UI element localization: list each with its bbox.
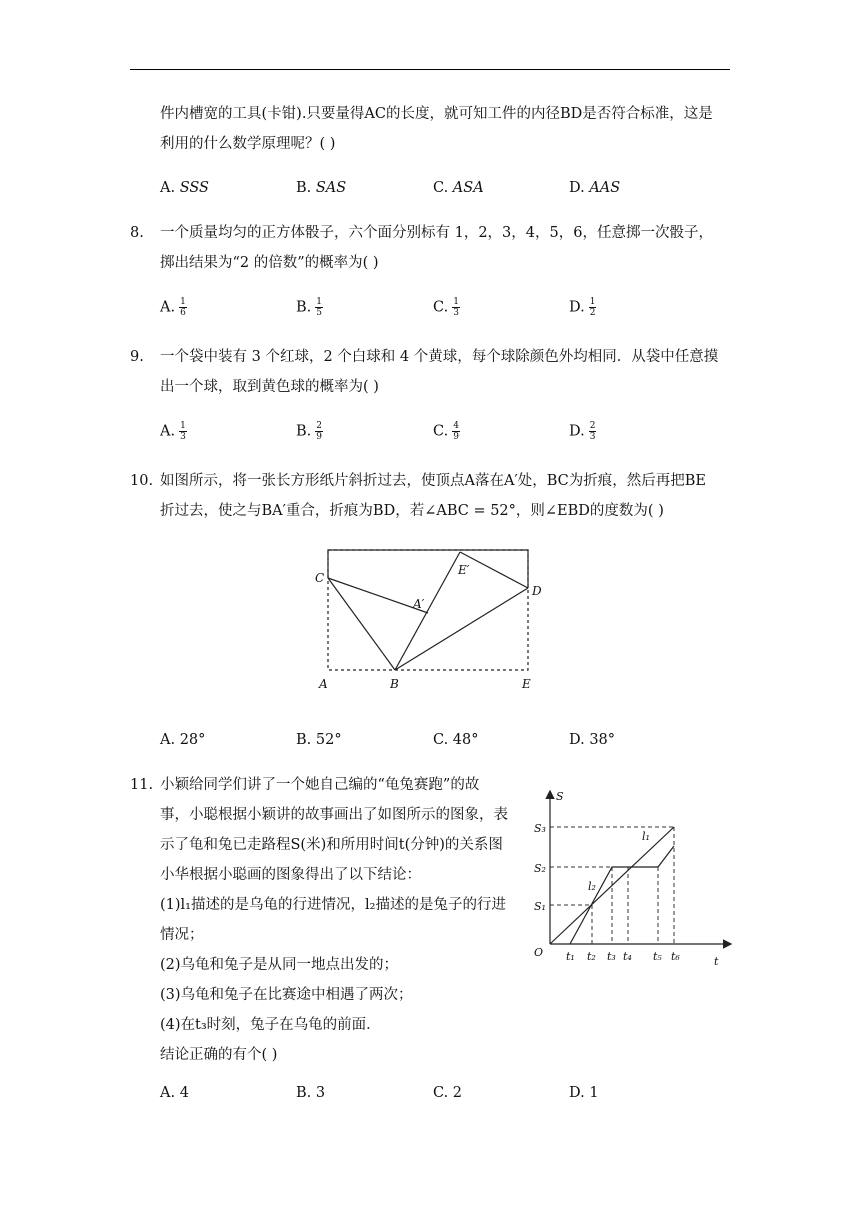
q8-number: 8. [130,225,144,241]
label-s-axis: S [556,790,564,803]
label-t1: t₁ [566,950,575,963]
q8-option-a[interactable]: A. $\frac{1}{6}$ [160,297,186,318]
label-a: A [319,677,328,691]
header-rule [130,69,730,70]
fold-figure [310,540,550,695]
label-l1: l₁ [642,830,650,843]
q9-line-2: 出一个球，取到黄色球的概率为( ) [160,379,379,395]
label-c: C [315,571,325,585]
q11-option-b[interactable]: B. 3 [296,1085,326,1101]
label-d: D [532,584,542,598]
q11-option-d[interactable]: D. 1 [569,1085,599,1101]
label-b: B [390,677,399,691]
folded-edge-e1d [460,552,528,588]
q11-line-9: (4)在t₃时刻，兔子在乌龟的前面． [160,1017,381,1033]
q8-line-1: 一个质量均匀的正方体骰子，六个面分别标有 1，2，3，4，5，6，任意掷一次骰子， [160,225,713,241]
label-s1: S₁ [534,900,546,913]
folded-edge-be1 [395,552,460,670]
crease-bc [328,578,395,670]
q10-option-c[interactable]: C. 48° [433,732,479,748]
q11-line-8: (3)乌龟和兔子在比赛途中相遇了两次； [160,987,413,1003]
q8-option-c[interactable]: C. $\frac{1}{3}$ [433,297,459,318]
q9-number: 9. [130,349,144,365]
label-t2: t₂ [587,950,596,963]
label-e: E [522,677,531,691]
q11-line-2: 事，小聪根据小颖讲的故事画出了如图所示的图象，表 [160,807,508,823]
q7-option-a[interactable]: A. SSS [160,180,209,196]
q9-option-b[interactable]: B. $\frac{2}{9}$ [296,421,322,442]
q11-line-1: 小颖给同学们讲了一个她自己编的“龟兔赛跑”的故 [160,777,480,793]
q10-option-d[interactable]: D. 38° [569,732,616,748]
q10-line-1: 如图所示，将一张长方形纸片斜折过去，使顶点A落在A′处，BC为折痕，然后再把BE [160,473,706,489]
q7-line-1: 件内槽宽的工具(卡钳).只要量得AC的长度，就可知工件的内径BD是否符合标准，这是 [160,106,713,122]
label-t5: t₅ [653,950,662,963]
q8-option-d[interactable]: D. $\frac{1}{2}$ [569,297,596,318]
q11-line-3: 示了龟和兔已走路程S(米)和所用时间t(分钟)的关系图 [160,837,503,853]
q7-option-c[interactable]: C. ASA [433,180,484,196]
q11-number: 11. [130,777,154,793]
q9-option-a[interactable]: A. $\frac{1}{3}$ [160,421,186,442]
q9-line-1: 一个袋中装有 3 个红球，2 个白球和 4 个黄球，每个球除颜色外均相同．从袋中任意摸 [160,349,719,365]
race-graph [528,782,738,972]
q9-option-c[interactable]: C. $\frac{4}{9}$ [433,421,459,442]
label-t4: t₄ [623,950,632,963]
label-s2: S₂ [534,862,546,875]
q7-option-b[interactable]: B. SAS [296,180,347,196]
q9-option-d[interactable]: D. $\frac{2}{3}$ [569,421,596,442]
q11-line-10: 结论正确的有个( ) [160,1047,278,1063]
label-t3: t₃ [607,950,616,963]
q10-number: 10. [130,473,154,489]
q8-line-2: 掷出结果为“2 的倍数”的概率为( ) [160,255,379,271]
label-e-prime: E′ [458,563,470,577]
label-t-axis: t [714,955,719,968]
q10-option-b[interactable]: B. 52° [296,732,342,748]
label-origin: O [534,946,544,959]
q11-option-c[interactable]: C. 2 [433,1085,463,1101]
q11-line-4: 小华根据小聪画的图象得出了以下结论： [160,867,421,883]
label-t6: t₆ [671,950,680,963]
q11-line-6: 情况； [160,927,204,943]
q10-option-a[interactable]: A. 28° [160,732,206,748]
q11-line-5: (1)l₁描述的是乌龟的行进情况，l₂描述的是兔子的行进 [160,897,506,913]
q11-line-7: (2)乌龟和兔子是从同一地点出发的； [160,957,399,973]
label-s3: S₃ [534,822,546,835]
q8-option-b[interactable]: B. $\frac{1}{5}$ [296,297,322,318]
q10-line-2: 折过去，使之与BA′重合，折痕为BD，若∠ABC = 52°，则∠EBD的度数为( ) [160,503,664,519]
label-a-prime: A′ [413,597,425,611]
rectangle-top-edge [328,550,528,588]
q7-option-d[interactable]: D. AAS [569,180,621,196]
label-l2: l₂ [588,880,596,893]
q7-line-2: 利用的什么数学原理呢？( ) [160,136,336,152]
q11-option-a[interactable]: A. 4 [160,1085,189,1101]
